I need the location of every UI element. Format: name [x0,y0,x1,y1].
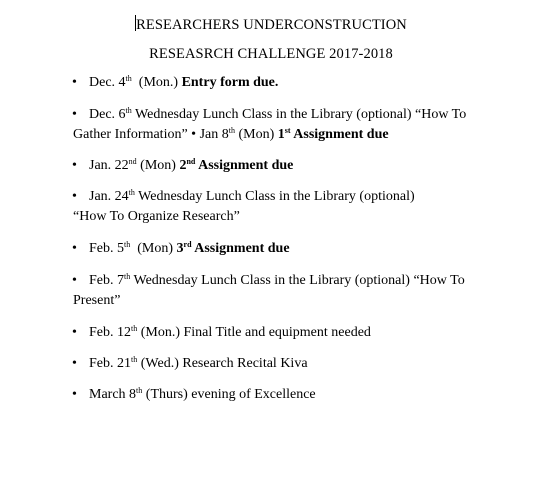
list-item-text [73,187,473,227]
item-date: Feb. 21 [89,356,131,371]
list-item-text [73,105,473,145]
list-item [73,239,473,259]
list-item-text [73,385,473,405]
item-bold-text [278,127,389,142]
bullet: • [72,158,77,173]
ordinal-suffix: th [131,355,138,364]
list-item [73,156,473,176]
item-day: (Mon) [234,127,278,142]
document-title [0,15,542,34]
item-description: Wednesday Lunch Class in the Library (optional) “How To Present” [73,273,465,308]
assignment-label: Assignment due [191,241,290,256]
ordinal-suffix: th [128,188,135,197]
assignment-number: 2 [179,158,187,173]
assignment-label: Assignment due [195,158,294,173]
list-item [73,73,473,93]
item-day: (Mon.) [131,75,182,90]
item-description-line2: “How To Organize Research” [73,209,240,224]
list-item [73,105,473,145]
item-bold-text [179,158,293,173]
bullet: • [72,387,77,402]
ordinal-suffix: th [124,272,131,281]
title-text: RESEARCHERS UNDERCONSTRUCTION [136,17,407,33]
ordinal-suffix: th [228,126,235,135]
item-description: Wednesday Lunch Class in the Library (optional) [134,189,415,204]
list-item-text [73,271,473,311]
bullet: • [72,107,77,122]
item-description: (Thurs) evening of Excellence [142,387,316,402]
ordinal-suffix: th [131,324,138,333]
item-bold-text [177,241,290,256]
item-date: March 8 [89,387,137,402]
bullet: • [72,325,77,340]
list-item-text [73,73,473,93]
list-item [73,187,473,227]
list-item [73,271,473,311]
bullet: • [72,356,77,371]
list-item-text [73,156,473,176]
document-subtitle: RESEASRCH CHALLENGE 2017-2018 [149,46,393,62]
list-item [73,354,473,374]
item-day: (Mon) [130,241,177,256]
assignment-label: Assignment due [290,127,389,142]
list-item-text [73,239,473,259]
list-item [73,385,473,405]
item-description: (Mon.) Final Title and equipment needed [137,325,371,340]
ordinal-suffix: th [136,386,143,395]
ordinal-suffix: st [284,126,291,135]
item-bold-text: Entry form due. [181,75,279,90]
ordinal-suffix: th [125,74,132,83]
item-date: Feb. 7 [89,273,124,288]
ordinal-suffix: th [125,106,132,115]
ordinal-suffix: rd [183,240,192,249]
item-date: Jan. 24 [89,189,129,204]
item-date: Jan. 22 [89,158,129,173]
item-description: Wednesday Lunch Class in the Library (optional) “How To Gather Information” • Jan 8 [73,107,467,142]
item-description: (Wed.) Research Recital Kiva [137,356,308,371]
bullet: • [72,241,77,256]
item-date: Dec. 4 [89,75,126,90]
item-day: (Mon) [136,158,180,173]
schedule-list [73,73,473,405]
item-date: Feb. 12 [89,325,131,340]
bullet: • [72,273,77,288]
ordinal-suffix: nd [128,157,137,166]
list-item-text [73,323,473,343]
assignment-number: 1 [277,127,285,142]
item-date: Dec. 6 [89,107,126,122]
bullet: • [72,75,77,90]
assignment-number: 3 [176,241,184,256]
ordinal-suffix: nd [186,157,196,166]
list-item-text [73,354,473,374]
list-item [73,323,473,343]
ordinal-suffix: th [124,240,131,249]
item-date: Feb. 5 [89,241,124,256]
bullet: • [72,189,77,204]
